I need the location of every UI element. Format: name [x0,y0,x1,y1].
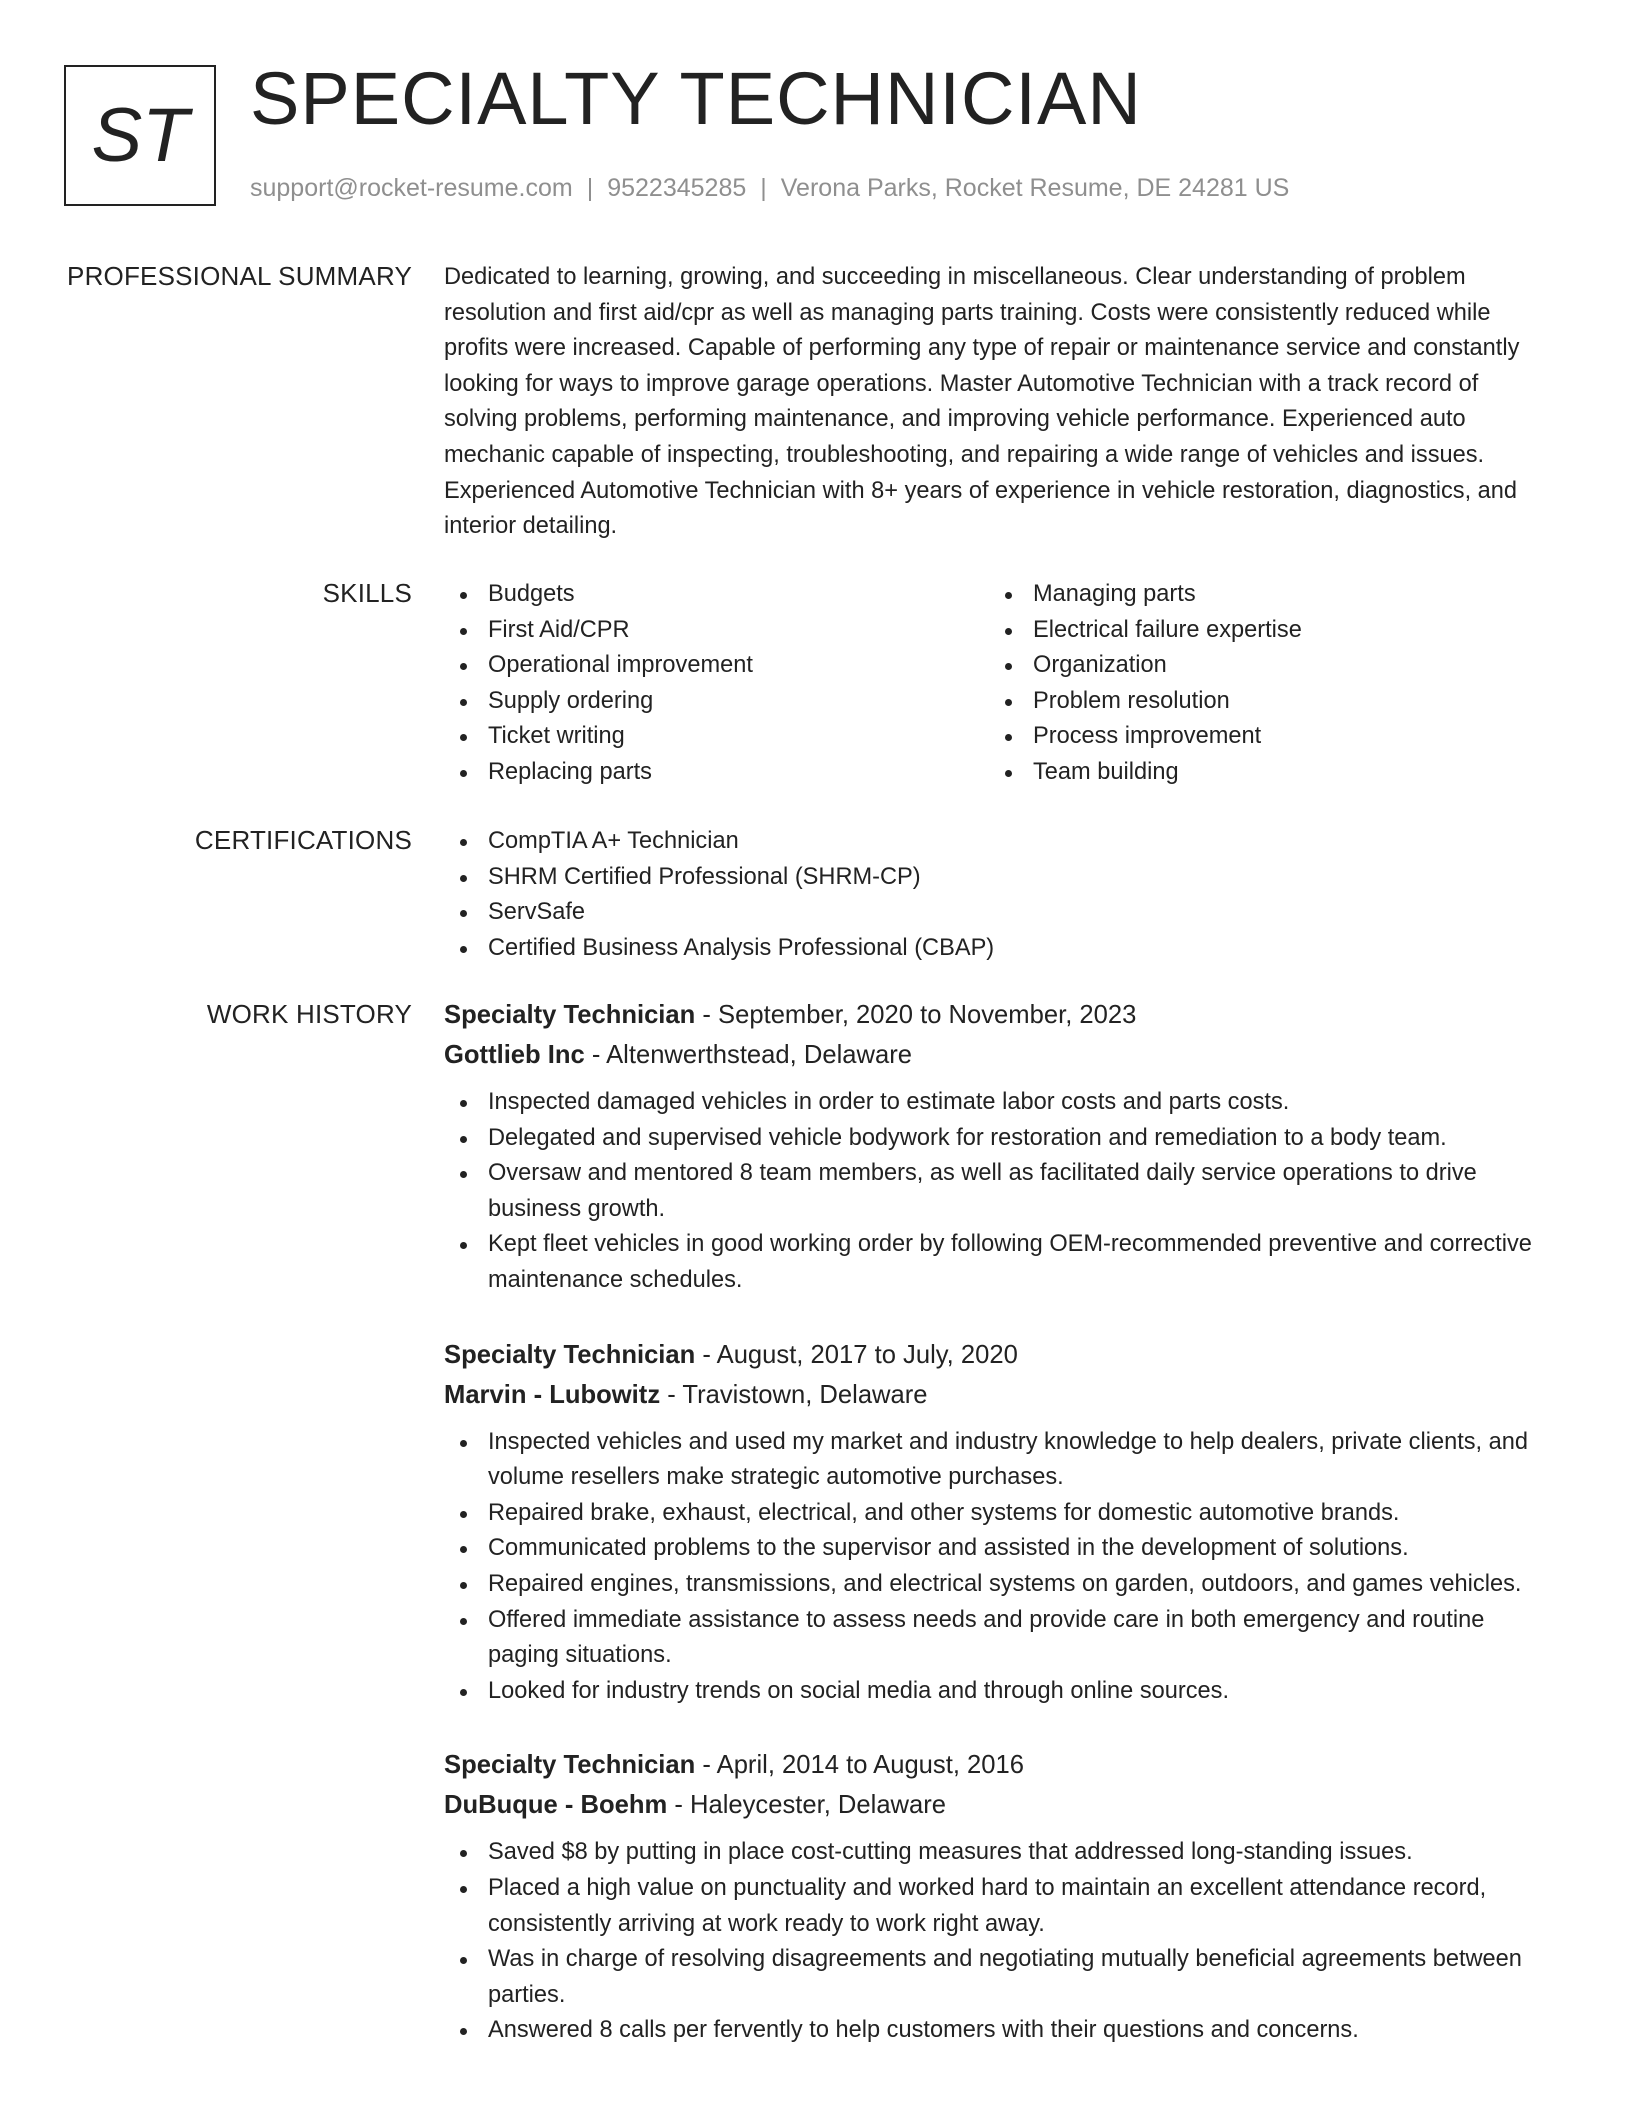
job-title-line [444,995,1554,1035]
job-bullet: Communicated problems to the supervisor and assisted in the development of solutions. [444,1531,1554,1567]
work-history-section-label: WORK HISTORY [206,999,412,1029]
contact-separator: | [586,174,594,202]
certifications-content [444,824,1554,966]
certifications-list [444,824,1554,966]
job-entry [444,1745,1554,2049]
job-entry [444,995,1554,1299]
skill-item: Organization [989,648,1534,684]
skills-section-label: SKILLS [322,578,412,608]
job-bullet: Kept fleet vehicles in good working order by following OEM-recommended preventive and corrective maintenance schedules. [444,1227,1554,1298]
job-bullet: Repaired brake, exhaust, electrical, and other systems for domestic automotive brands. [444,1496,1554,1532]
job-bullet-list [444,1085,1554,1299]
contact-address: Verona Parks, Rocket Resume, DE 24281 US [780,174,1290,202]
skill-item: Ticket writing [444,719,989,755]
job-title: Specialty Technician [444,1751,696,1780]
job-company-line [444,1375,1554,1415]
resume-name-heading: SPECIALTY TECHNICIAN [250,57,1142,140]
monogram-logo: ST [64,65,216,206]
job-bullet: Placed a high value on punctuality and worked hard to maintain an excellent attendance record, consistently arriving at work ready to work right away. [444,1871,1554,1942]
job-bullet: Answered 8 calls per fervently to help customers with their questions and concerns. [444,2013,1554,2049]
skills-left-list [444,577,989,791]
job-bullet: Was in charge of resolving disagreements and negotiating mutually beneficial agreements between parties. [444,1942,1554,2013]
summary-content [444,260,1554,545]
job-bullet: Oversaw and mentored 8 team members, as well as facilitated daily service operations to drive business growth. [444,1156,1554,1227]
certification-item: SHRM Certified Professional (SHRM-CP) [444,860,1554,896]
certifications-section-label: CERTIFICATIONS [194,825,412,855]
job-bullet: Looked for industry trends on social media and through online sources. [444,1674,1554,1710]
job-title: Specialty Technician [444,1001,696,1029]
contact-separator: | [760,174,767,202]
skills-right-list [989,577,1534,791]
certification-item: ServSafe [444,895,1554,931]
job-company: Marvin - Lubowitz [444,1380,661,1409]
skills-content [444,577,1554,791]
job-title: Specialty Technician [444,1340,696,1369]
skill-item: Replacing parts [444,755,989,791]
job-bullet: Inspected damaged vehicles in order to estimate labor costs and parts costs. [444,1085,1554,1121]
job-company-line [444,1035,1554,1075]
skill-item: Budgets [444,577,989,613]
job-dates: - August, 2017 to July, 2020 [695,1340,1018,1369]
contact-phone[interactable]: 9522345285 [607,174,747,202]
job-location: - Travistown, Delaware [660,1380,928,1409]
skill-item: Managing parts [989,577,1534,613]
job-bullet-list [444,1835,1554,2049]
skill-item: Supply ordering [444,684,989,720]
job-company-line [444,1785,1554,1825]
skill-item: Process improvement [989,719,1534,755]
skill-item: First Aid/CPR [444,613,989,649]
job-title-line [444,1335,1554,1375]
job-entry [444,1335,1554,1710]
job-company: DuBuque - Boehm [444,1791,668,1820]
job-dates: - September, 2020 to November, 2023 [695,1001,1137,1029]
job-company: Gottlieb Inc [444,1041,585,1069]
skill-item: Operational improvement [444,648,989,684]
certification-item: CompTIA A+ Technician [444,824,1554,860]
skill-item: Problem resolution [989,684,1534,720]
certification-item: Certified Business Analysis Professional (CBAP) [444,931,1554,967]
job-bullet: Saved $8 by putting in place cost-cutting measures that addressed long-standing issues. [444,1835,1554,1871]
summary-section-label: PROFESSIONAL SUMMARY [67,261,412,291]
work-history-content [444,995,1554,2085]
job-location: - Haleycester, Delaware [667,1791,947,1820]
contact-line [250,174,1289,203]
job-location: - Altenwerthstead, Delaware [584,1041,912,1069]
job-bullet-list [444,1425,1554,1710]
summary-text: Dedicated to learning, growing, and succeeding in miscellaneous. Clear understanding of problem resolution and first aid/cpr as well as managing parts training. Costs were consistently reduced while profits were increased. Capable of performing any type of repair or maintenance service and constantly looking for ways to improve garage operations. Master Automotive Technician with a track record of solving problems, performing maintenance, and improving vehicle performance. Experienced auto mechanic capable of inspecting, troubleshooting, and repairing a wide range of vehicles and issues. Experienced Automotive Technician with 8+ years of experience in vehicle restoration, diagnostics, and interior detailing. [444,264,1520,540]
job-bullet: Offered immediate assistance to assess needs and provide care in both emergency and routine paging situations. [444,1603,1554,1674]
job-bullet: Delegated and supervised vehicle bodywork for restoration and remediation to a body team. [444,1121,1554,1157]
job-bullet: Inspected vehicles and used my market and industry knowledge to help dealers, private clients, and volume resellers make strategic automotive purchases. [444,1425,1554,1496]
job-bullet: Repaired engines, transmissions, and electrical systems on garden, outdoors, and games vehicles. [444,1567,1554,1603]
job-title-line [444,1745,1554,1785]
skill-item: Electrical failure expertise [989,613,1534,649]
job-dates: - April, 2014 to August, 2016 [695,1751,1024,1780]
skill-item: Team building [989,755,1534,791]
contact-email[interactable]: support@rocket-resume.com [250,174,573,202]
